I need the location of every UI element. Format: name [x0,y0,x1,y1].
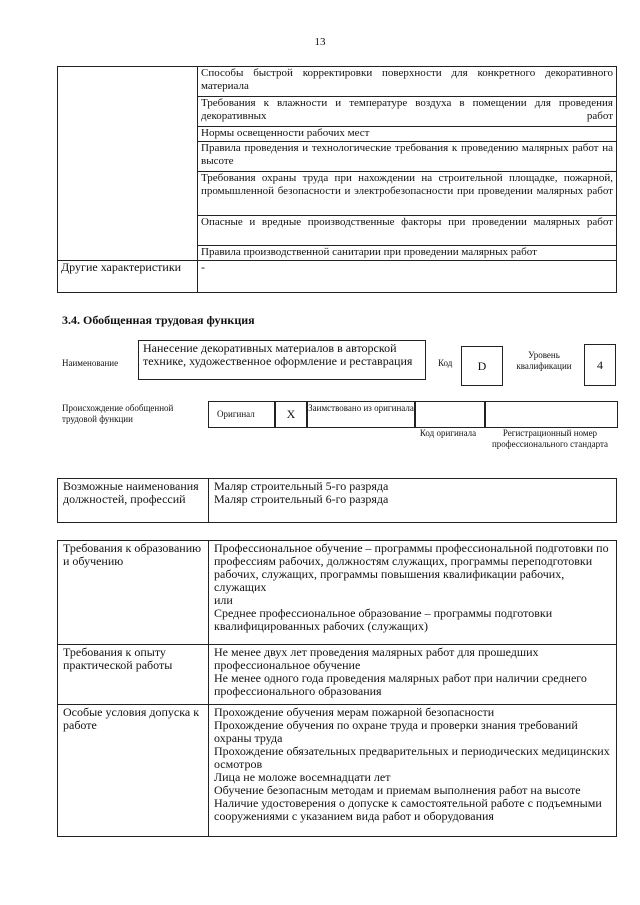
position-item: Маляр строительный 5-го разряда [214,479,389,493]
requirement-line: Не менее одного года проведения малярных работ при наличии среднего профессионального образования [214,671,587,698]
borrowed-cell [306,401,416,428]
requirement-line: Прохождение обучения по охране труда и проверки знания требований охраны труда [214,718,578,745]
section-title: 3.4. Обобщенная трудовая функция [62,313,255,327]
function-code-box: D [461,346,503,386]
knowledge-table [57,66,617,293]
requirement-line: Лица не моложе восемнадцати лет [214,770,391,784]
knowledge-row: Способы быстрой корректировки поверхности для конкретного декоративного материала [198,67,617,97]
education-values [209,541,617,645]
page-number: 13 [314,36,326,48]
requirement-line: Не менее двух лет проведения малярных работ для прошедших профессиональное обучение [214,645,539,672]
original-mark: X [274,401,308,428]
other-characteristics-label: Другие характеристики [58,261,198,293]
other-characteristics-value: - [198,261,617,293]
education-label: Требования к образованию и обучению [58,541,209,645]
function-name-box: Нанесение декоративных материалов в авторской технике, художественное оформление и реставрация [138,340,426,380]
origin-grid [208,401,616,428]
requirement-line: или [214,593,233,607]
experience-values [209,645,617,705]
code-original-label: Код оригинала [419,428,477,438]
requirements-table [57,540,617,837]
knowledge-row: Опасные и вредные производственные факторы при проведении малярных работ [198,216,617,246]
name-label: Наименование [62,358,119,368]
admission-values [209,705,617,837]
code-label: Код [438,358,453,368]
requirement-line: Среднее профессиональное образование – программы подготовки квалифицированных рабочих (служащих) [214,606,553,633]
knowledge-row: Требования охраны труда при нахождении на строительной площадке, пожарной, промышленной безопасности и электробезопасности при проведении малярных работ [198,172,617,216]
admission-label: Особые условия допуска к работе [58,705,209,837]
positions-label: Возможные наименования должностей, профессий [58,479,209,523]
positions-values [209,479,617,523]
registration-number-cell [484,401,618,428]
requirement-line: Прохождение обязательных предварительных и периодических медицинских осмотров [214,744,610,771]
experience-label: Требования к опыту практической работы [58,645,209,705]
requirement-line: Профессиональное обучение – программы профессиональной подготовки по профессиям рабочих, должностям служащих, программы переподготовки рабочих, служащих, программы повышения квалификации рабочих, служащих [214,541,609,594]
positions-table [57,478,617,523]
knowledge-row: Правила производственной санитарии при проведении малярных работ [198,246,617,261]
origin-label: Происхождение обобщенной трудовой функции [62,403,174,424]
qualification-level-box: 4 [584,344,616,386]
position-item: Маляр строительный 6-го разряда [214,492,389,506]
knowledge-row: Правила проведения и технологические требования к проведению малярных работ на высоте [198,142,617,172]
original-code-cell [414,401,486,428]
original-cell [208,401,276,428]
knowledge-row: Нормы освещенности рабочих мест [198,127,617,142]
level-label: Уровень квалификации [516,350,572,371]
empty-label-cell [58,67,198,261]
requirement-line: Наличие удостоверения о допуске к самостоятельной работе с подъемными сооружениями с указанием вида работ и оборудования [214,796,602,823]
original-label: Оригинал [217,409,255,419]
requirement-line: Прохождение обучения мерам пожарной безопасности [214,705,495,719]
knowledge-row: Требования к влажности и температуре воздуха в помещении для проведения декоративных работ [198,97,617,127]
registration-number-label: Регистрационный номер профессионального стандарта [491,428,609,449]
requirement-line: Обучение безопасным методам и приемам выполнения работ на высоте [214,783,581,797]
borrowed-label: Заимствовано из оригинала [308,403,414,413]
